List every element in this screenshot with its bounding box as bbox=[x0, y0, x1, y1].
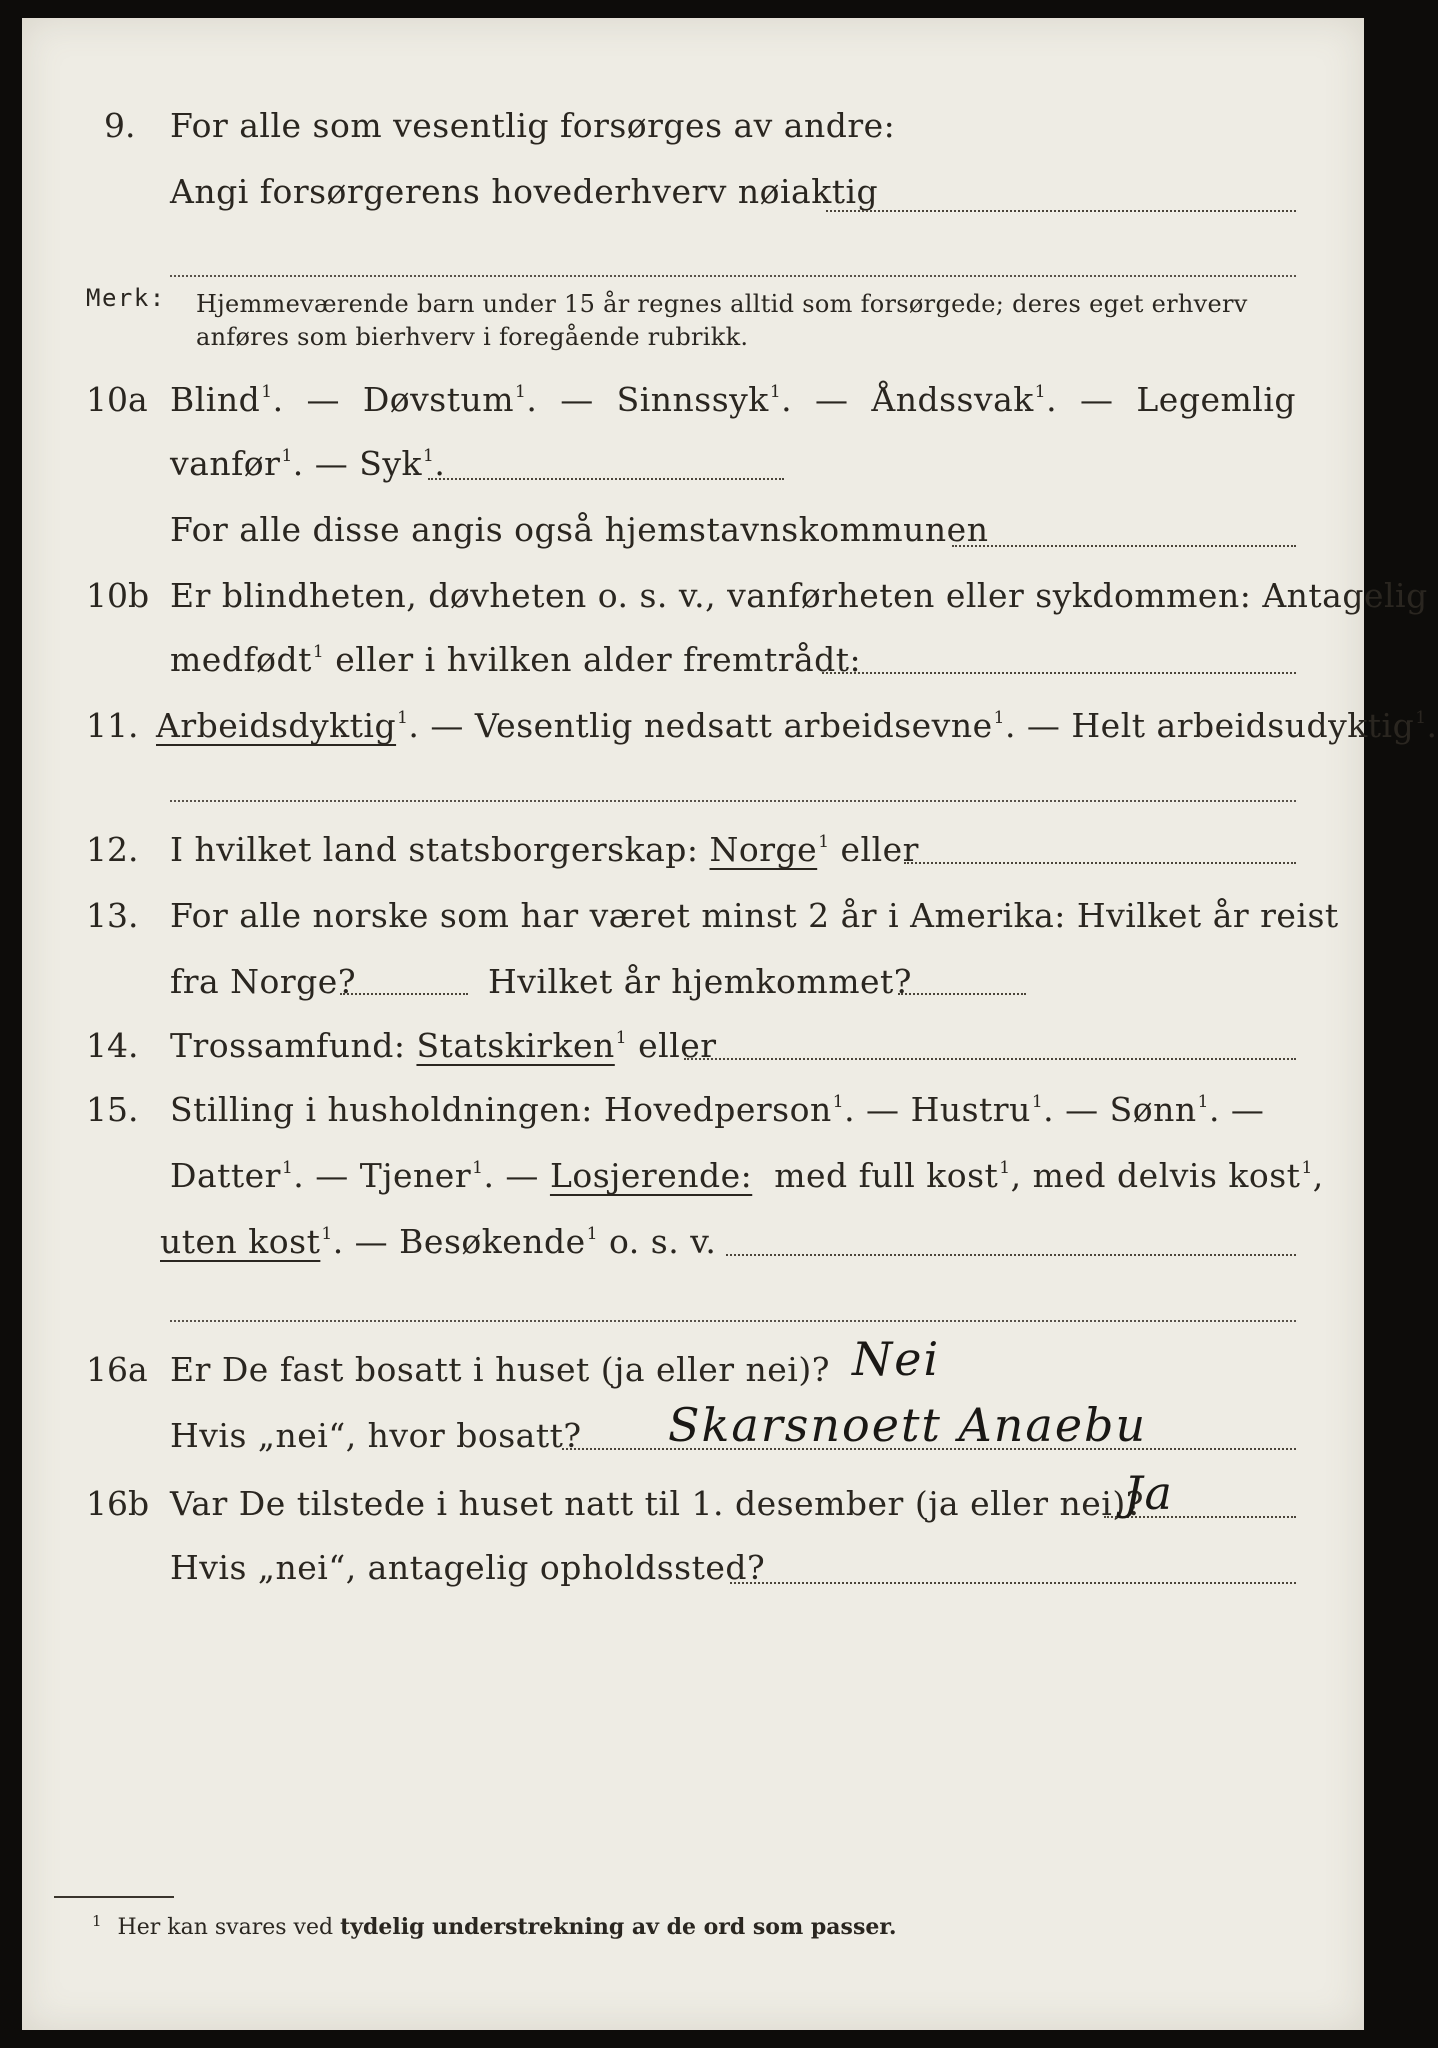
footnote-text: Her kan svares ved bbox=[117, 1915, 334, 1940]
q14-line: Trossamfund: Statskirken$^1$ eller bbox=[170, 1026, 717, 1065]
q13-line1: For alle norske som har været minst 2 år i Amerika: Hvilket år reist bbox=[170, 896, 1339, 935]
q14-label: Trossamfund: bbox=[170, 1026, 406, 1065]
q13-line2b: Hvilket år hjemkommet? bbox=[488, 962, 912, 1001]
question-number: 10a bbox=[86, 380, 148, 419]
opt-hustru: Hustru bbox=[910, 1090, 1031, 1129]
question-number: 16a bbox=[86, 1350, 148, 1389]
opt-full-kost: med full kost bbox=[774, 1156, 999, 1195]
q12-answer-line[interactable] bbox=[904, 862, 1296, 864]
separator-line bbox=[170, 1320, 1296, 1322]
q15-line2: Datter$^1$. — Tjener$^1$. — Losjerende: med full kost$^1$, med delvis kost$^1$, bbox=[170, 1156, 1324, 1195]
footnote-bold-text: tydelig understrekning av de ord som passer. bbox=[340, 1914, 897, 1940]
q13-line2a: fra Norge? bbox=[170, 962, 357, 1001]
handwritten-answer-nei: Nei bbox=[852, 1332, 941, 1386]
q11-line: Arbeidsdyktig$^1$. — Vesentlig nedsatt arbeidsevne$^1$. — Helt arbeidsudyktig$^1$. bbox=[156, 706, 1438, 745]
question-number: 12. bbox=[86, 830, 139, 869]
opt-losjerende-underlined: Losjerende: bbox=[549, 1156, 753, 1195]
q10b-alder-text: eller i hvilken alder fremtrådt: bbox=[335, 640, 862, 679]
opt-andssvak: Åndssvak bbox=[871, 380, 1034, 419]
opt-uten-kost-underlined: uten kost bbox=[160, 1222, 321, 1261]
opt-arbeidsdyktig-underlined: Arbeidsdyktig bbox=[156, 706, 397, 745]
q10b-line1: Er blindheten, døvheten o. s. v., vanførheten eller sykdommen: Antagelig bbox=[170, 576, 1428, 615]
q14-answer-line[interactable] bbox=[684, 1058, 1296, 1060]
q15-line1: Stilling i husholdningen: Hovedperson$^1$. — Hustru$^1$. — Sønn$^1$. — bbox=[170, 1090, 1265, 1129]
opt-syk: Syk bbox=[359, 444, 422, 483]
census-form-page bbox=[22, 18, 1438, 2030]
q16b-line2: Hvis „nei“, antagelig opholdssted? bbox=[170, 1548, 766, 1587]
q9-line1: For alle som vesentlig forsørges av andre: bbox=[170, 106, 896, 145]
opt-datter: Datter bbox=[170, 1156, 281, 1195]
q10b-line2: medfødt$^1$ eller i hvilken alder fremtrådt: bbox=[170, 640, 862, 679]
q13-hjemkommet-answer-line[interactable] bbox=[898, 993, 1026, 995]
merk-label: Merk: bbox=[86, 284, 166, 312]
opt-statskirken-underlined: Statskirken bbox=[416, 1026, 615, 1065]
q15-line3: uten kost$^1$. — Besøkende$^1$ o. s. v. bbox=[160, 1222, 717, 1261]
period: . bbox=[1426, 706, 1438, 745]
footnote-mark: 1 bbox=[92, 1912, 102, 1930]
handwritten-answer-ja: Ja bbox=[1124, 1466, 1174, 1520]
question-number: 11. bbox=[86, 706, 139, 745]
footnote bbox=[92, 1912, 897, 1940]
q10a-line1: Blind$^1$. — Døvstum$^1$. — Sinnssyk$^1$. — Åndssvak$^1$. — Legemlig bbox=[170, 380, 1296, 419]
q15-osv: o. s. v. bbox=[609, 1222, 717, 1261]
opt-blind: Blind bbox=[170, 380, 261, 419]
q13-reist-answer-line[interactable] bbox=[340, 993, 468, 995]
q10b-answer-line[interactable] bbox=[822, 672, 1296, 674]
q16a-line1: Er De fast bosatt i huset (ja eller nei)? bbox=[170, 1350, 830, 1389]
opt-medfodt: medfødt bbox=[170, 640, 312, 679]
q14-eller: eller bbox=[638, 1026, 717, 1065]
question-number: 15. bbox=[86, 1090, 139, 1129]
opt-tjener: Tjener bbox=[359, 1156, 472, 1195]
opt-vanfor: vanfør bbox=[170, 444, 281, 483]
q10a-line3: For alle disse angis også hjemstavnskommunen bbox=[170, 510, 989, 549]
question-number: 13. bbox=[86, 896, 139, 935]
opt-besokende: Besøkende bbox=[399, 1222, 586, 1261]
q9-line2: Angi forsørgerens hovederhverv nøiaktig bbox=[170, 172, 879, 211]
opt-delvis-kost: med delvis kost bbox=[1032, 1156, 1301, 1195]
opt-legemlig: Legemlig bbox=[1136, 380, 1296, 419]
q16b-line1: Var De tilstede i huset natt til 1. desember (ja eller nei)? bbox=[170, 1484, 1144, 1523]
opt-hovedperson: Stilling i husholdningen: Hovedperson bbox=[170, 1090, 832, 1129]
opt-udyktig: . — Helt arbeidsudyktig bbox=[1004, 706, 1415, 745]
q15-answer-line[interactable] bbox=[726, 1254, 1296, 1256]
question-number: 16b bbox=[86, 1484, 150, 1523]
handwritten-answer-residence: Skarsnoett Anaebu bbox=[668, 1398, 1148, 1452]
q12-line: I hvilket land statsborgerskap: Norge$^1$ eller bbox=[170, 830, 919, 869]
opt-norge-underlined: Norge bbox=[709, 830, 818, 869]
q16b-opholdssted-answer-line[interactable] bbox=[730, 1582, 1296, 1584]
q10a-line2: vanfør$^1$. — Syk$^1$. bbox=[170, 444, 446, 483]
merk-line2: anføres som bierhverv i foregående rubrikk. bbox=[196, 323, 749, 351]
q11-answer-line[interactable] bbox=[170, 800, 1296, 802]
opt-sonn: Sønn bbox=[1109, 1090, 1197, 1129]
opt-sinnssyk: Sinnssyk bbox=[616, 380, 769, 419]
q12-text: I hvilket land statsborgerskap: bbox=[170, 830, 699, 869]
q9-answer-line[interactable] bbox=[826, 210, 1296, 212]
separator-line bbox=[170, 275, 1296, 277]
q12-eller: eller bbox=[840, 830, 919, 869]
question-number: 9. bbox=[104, 106, 136, 145]
q10a-home-answer-line[interactable] bbox=[952, 545, 1296, 547]
question-number: 10b bbox=[86, 576, 150, 615]
question-number: 14. bbox=[86, 1026, 139, 1065]
opt-nedsatt: . — Vesentlig nedsatt arbeidsevne bbox=[408, 706, 993, 745]
footnote-rule bbox=[54, 1896, 174, 1898]
q10a-answer-line[interactable] bbox=[428, 478, 784, 480]
merk-line1: Hjemmeværende barn under 15 år regnes alltid som forsørgede; deres eget erhverv bbox=[196, 290, 1248, 318]
q16a-line2: Hvis „nei“, hvor bosatt? bbox=[170, 1416, 582, 1455]
opt-dovstum: Døvstum bbox=[362, 380, 515, 419]
